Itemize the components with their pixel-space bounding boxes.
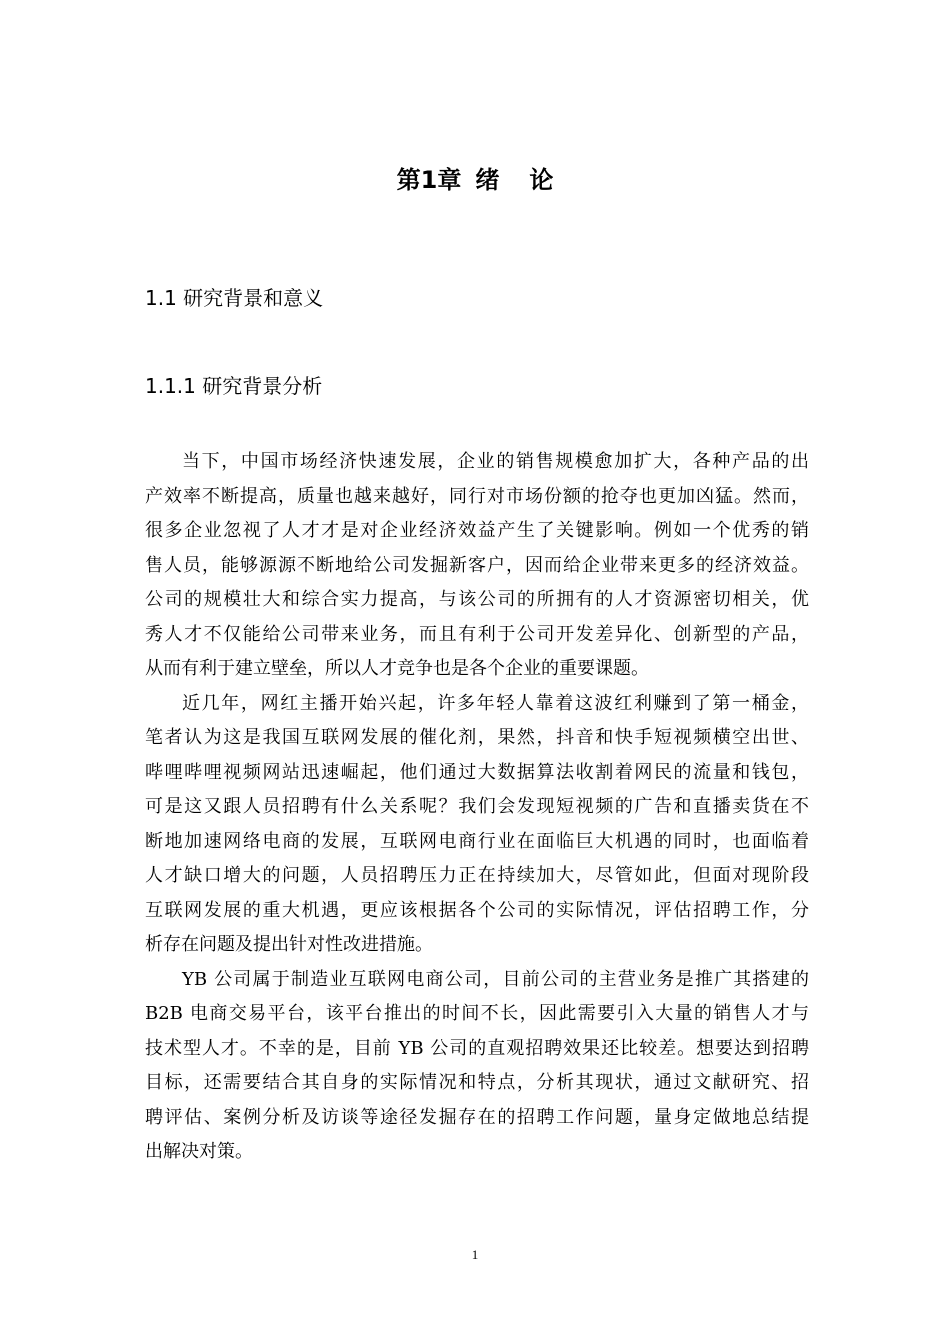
text-line: 秀人才不仅能给公司带来业务，而且有利于公司开发差异化、创新型的产品， [145,623,809,645]
text-line: 哔哩哔哩视频网站迅速崛起，他们通过大数据算法收割着网民的流量和钱包， [145,761,809,783]
chapter-title [0,163,950,197]
text-line: 笔者认为这是我国互联网发展的催化剂，果然，抖音和快手短视频横空出世、 [145,727,809,748]
chapter-title-char-1: 绪 [475,166,500,194]
chapter-number: 第1章 [396,166,462,194]
text-line: 断地加速网络电商的发展，互联网电商行业在面临巨大机遇的同时，也面临着 [145,830,809,852]
paragraph-3 [145,963,809,1170]
text-line: 公司的规模壮大和综合实力提高，与该公司的所拥有的人才资源密切相关，优 [145,589,809,610]
page-number: 1 [471,1247,479,1262]
text-line: 近几年，网红主播开始兴起，许多年轻人靠着这波红利赚到了第一桶金， [182,692,809,714]
section-heading: 1.1 研究背景和意义 [145,286,324,310]
text-line: 目标，还需要结合其自身的实际情况和特点，分析其现状，通过文献研究、招 [145,1072,809,1093]
paragraph-2 [145,687,809,963]
text-line: 当下，中国市场经济快速发展，企业的销售规模愈加扩大，各种产品的出 [182,451,809,472]
text-line: 互联网发展的重大机遇，更应该根据各个公司的实际情况，评估招聘工作，分 [145,899,809,921]
text-line: 很多企业忽视了人才才是对企业经济效益产生了关键影响。例如一个优秀的销 [145,520,809,541]
text-line: 析存在问题及提出针对性改进措施。 [145,934,433,955]
body-text [145,445,809,1170]
paragraph-1 [145,445,809,687]
text-line: 售人员，能够源源不断地给公司发掘新客户，因而给企业带来更多的经济效益。 [145,554,809,576]
chapter-title-char-2: 论 [529,166,554,194]
text-line: 从而有利于建立壁垒，所以人才竞争也是各个企业的重要课题。 [145,658,649,679]
text-line: YB 公司属于制造业互联网电商公司，目前公司的主营业务是推广其搭建的 [182,968,809,990]
subsection-heading: 1.1.1 研究背景分析 [145,374,323,398]
text-line: 出解决对策。 [145,1141,253,1162]
text-line: 人才缺口增大的问题，人员招聘压力正在持续加大，尽管如此，但面对现阶段 [145,865,809,886]
text-line: 技术型人才。不幸的是，目前 YB 公司的直观招聘效果还比较差。想要达到招聘 [145,1037,809,1059]
text-line: 聘评估、案例分析及访谈等途径发掘存在的招聘工作问题，量身定做地总结提 [145,1106,809,1128]
text-line: 可是这又跟人员招聘有什么关系呢？我们会发现短视频的广告和直播卖货在不 [145,796,809,817]
text-line: B2B 电商交易平台，该平台推出的时间不长，因此需要引入大量的销售人才与 [145,1003,809,1024]
text-line: 产效率不断提高，质量也越来越好，同行对市场份额的抢夺也更加凶猛。然而， [145,485,809,507]
